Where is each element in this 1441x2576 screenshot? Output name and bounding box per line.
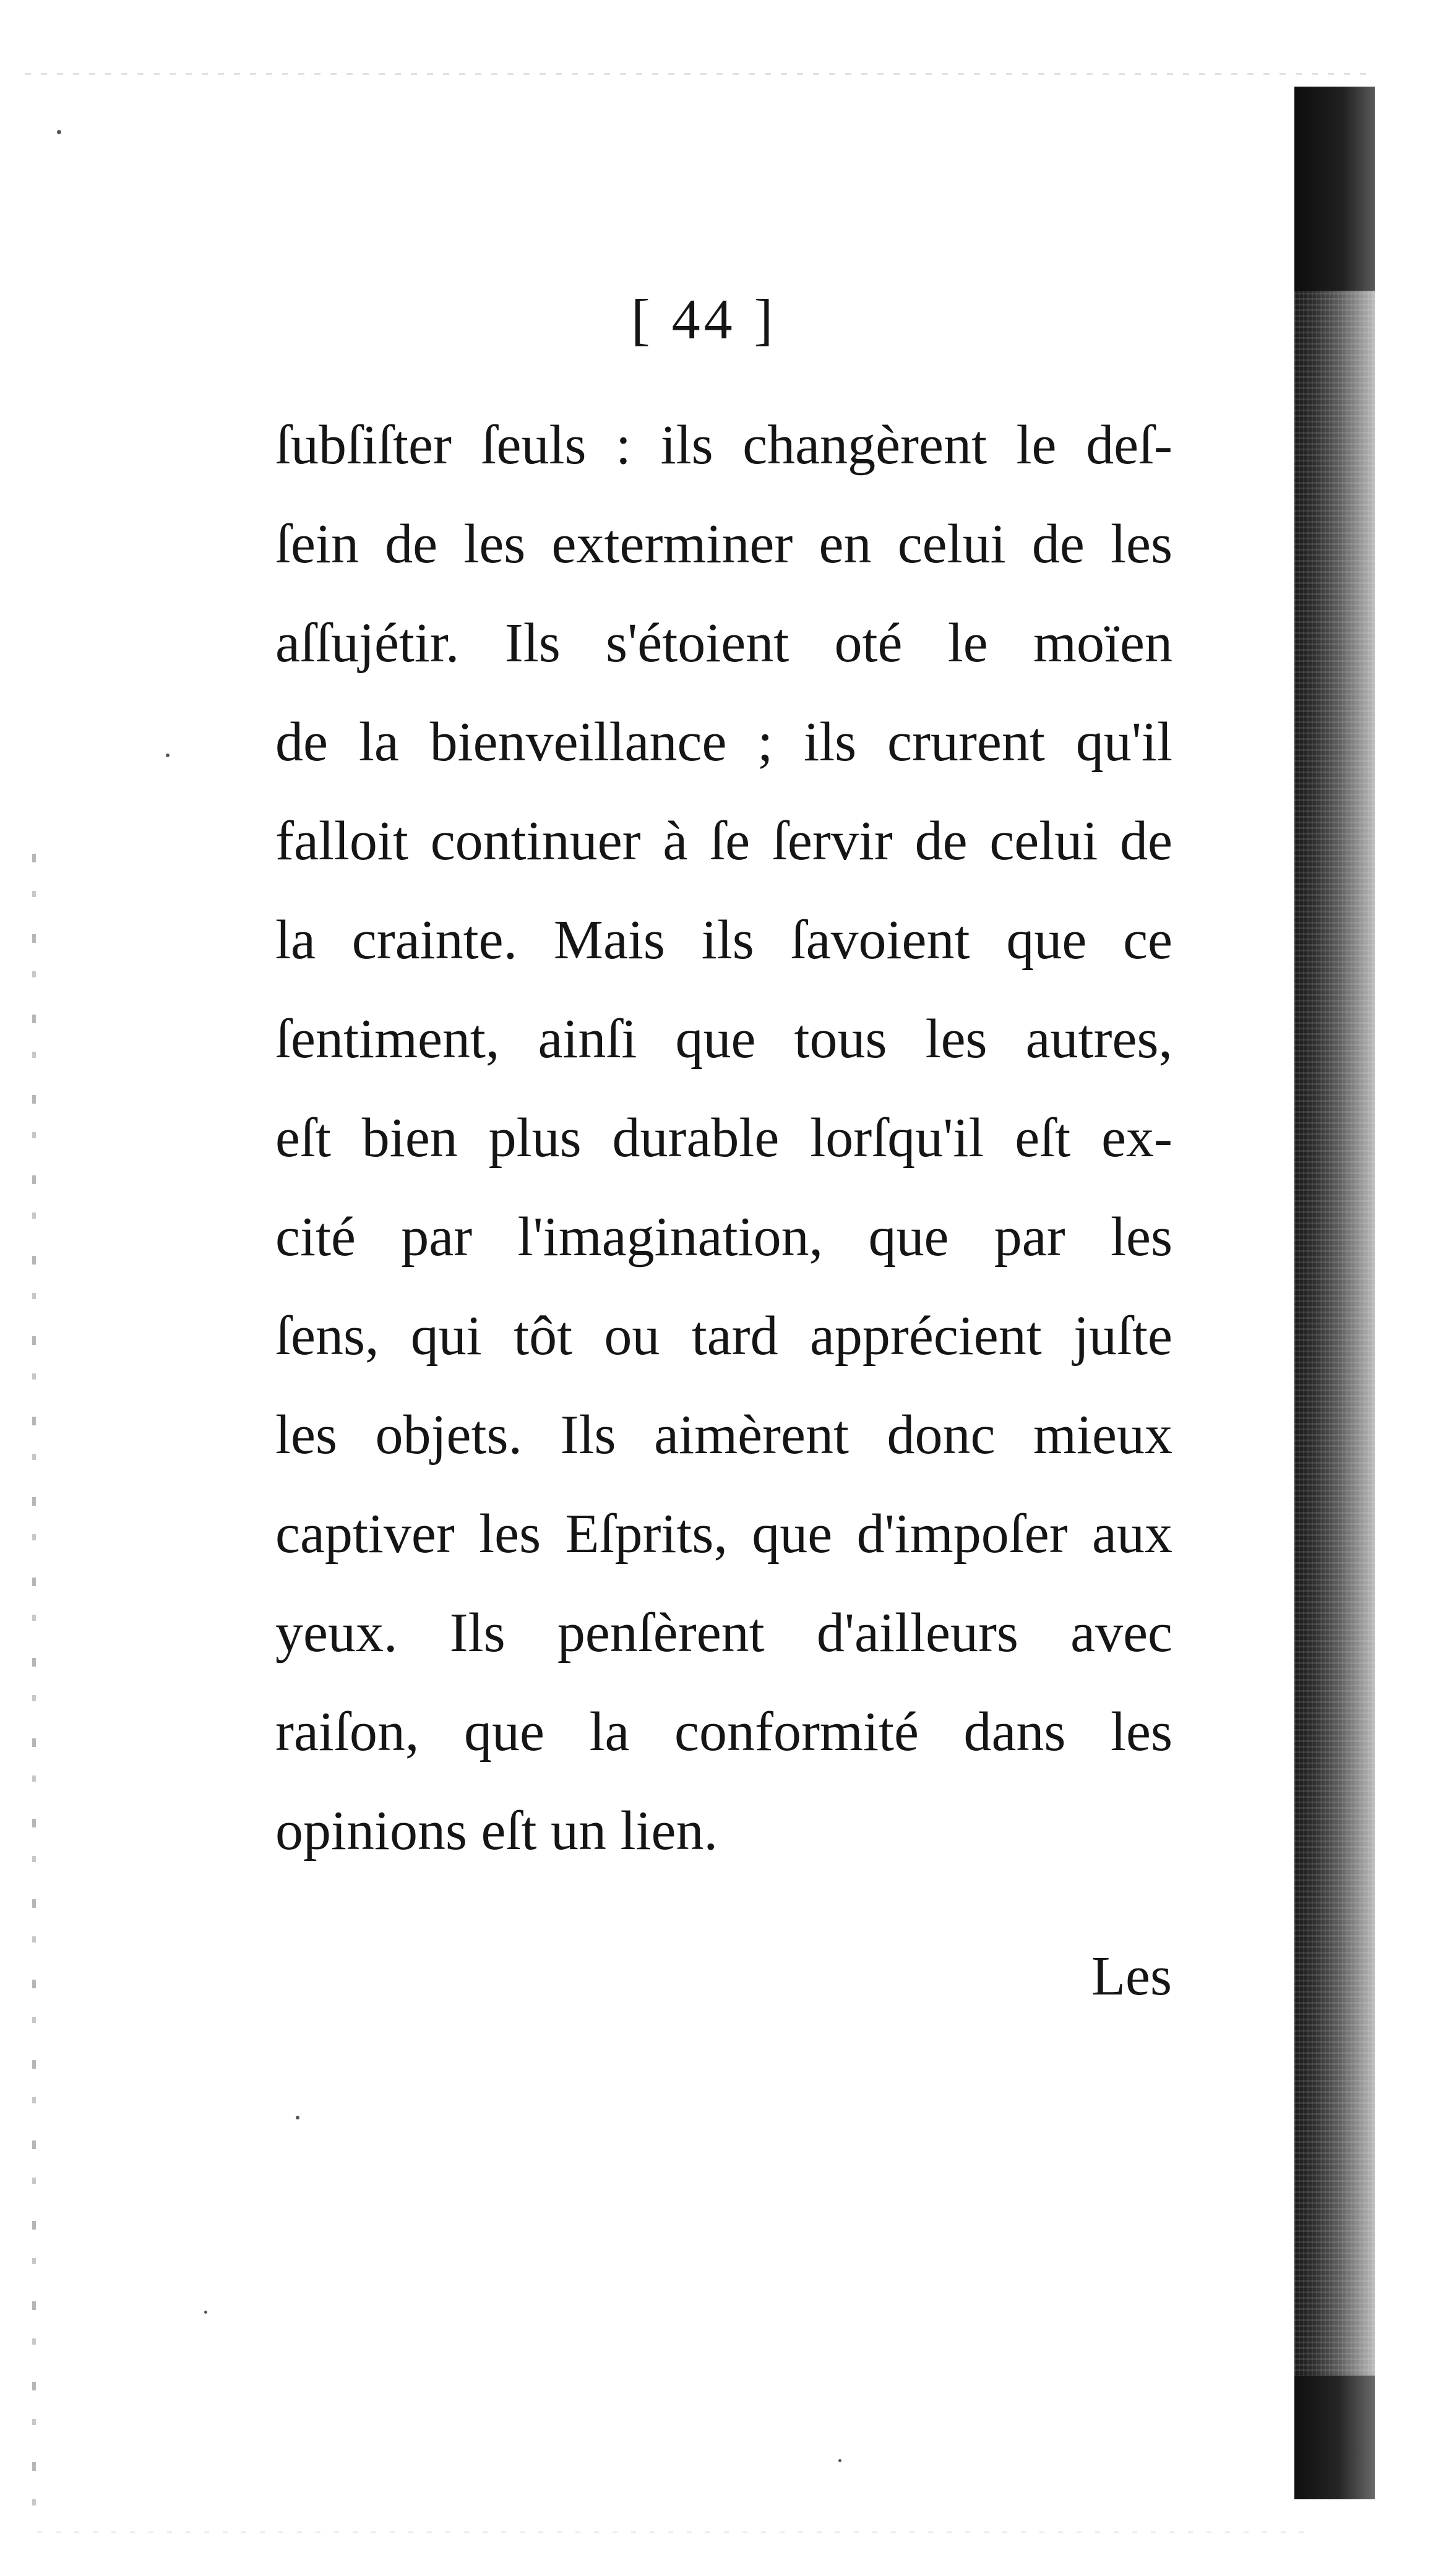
text-line: eſt bien plus durable lorſqu'il eſt ex- (275, 1107, 1172, 1169)
text-line: yeux. Ils penſèrent d'ailleurs avec (275, 1602, 1172, 1664)
speck (166, 753, 170, 757)
left-margin-specks (32, 854, 36, 2524)
text-line: cité par l'imagination, que par les (275, 1206, 1172, 1268)
page-bottom-edge (37, 2531, 1312, 2533)
text-line: falloit continuer à ſe ſervir de celui de (275, 810, 1172, 872)
page-number: [ 44 ] (631, 288, 777, 351)
text-line: ſentiment, ainſi que tous les autres, (275, 1008, 1172, 1070)
text-line: captiver les Eſprits, que d'impoſer aux (275, 1503, 1172, 1565)
text-line: ſens, qui tôt ou tard apprécient juſte (275, 1305, 1172, 1367)
speck (204, 2311, 207, 2314)
catchword: Les (1091, 1946, 1172, 2007)
speck (57, 130, 61, 134)
text-line: opinions eſt un lien. (275, 1800, 718, 1861)
speck (838, 2459, 841, 2462)
speck (296, 2116, 299, 2119)
text-line: raiſon, que la conformité dans les (275, 1701, 1172, 1762)
text-line: aſſujétir. Ils s'étoient oté le moïen (275, 612, 1172, 674)
book-spine-shadow-bottom (1294, 2376, 1375, 2499)
page-top-edge (25, 73, 1374, 75)
body-text (275, 396, 1172, 1881)
book-spine-shadow-top (1294, 87, 1375, 291)
text-line: la crainte. Mais ils ſavoient que ce (275, 909, 1172, 971)
text-line: les objets. Ils aimèrent donc mieux (275, 1404, 1172, 1466)
text-line: ſein de les exterminer en celui de les (275, 513, 1172, 575)
text-line: ſubſiſter ſeuls : ils changèrent le deſ- (275, 414, 1172, 476)
text-line: de la bienveillance ; ils crurent qu'il (275, 711, 1172, 773)
book-spine-shadow (1294, 87, 1375, 2499)
